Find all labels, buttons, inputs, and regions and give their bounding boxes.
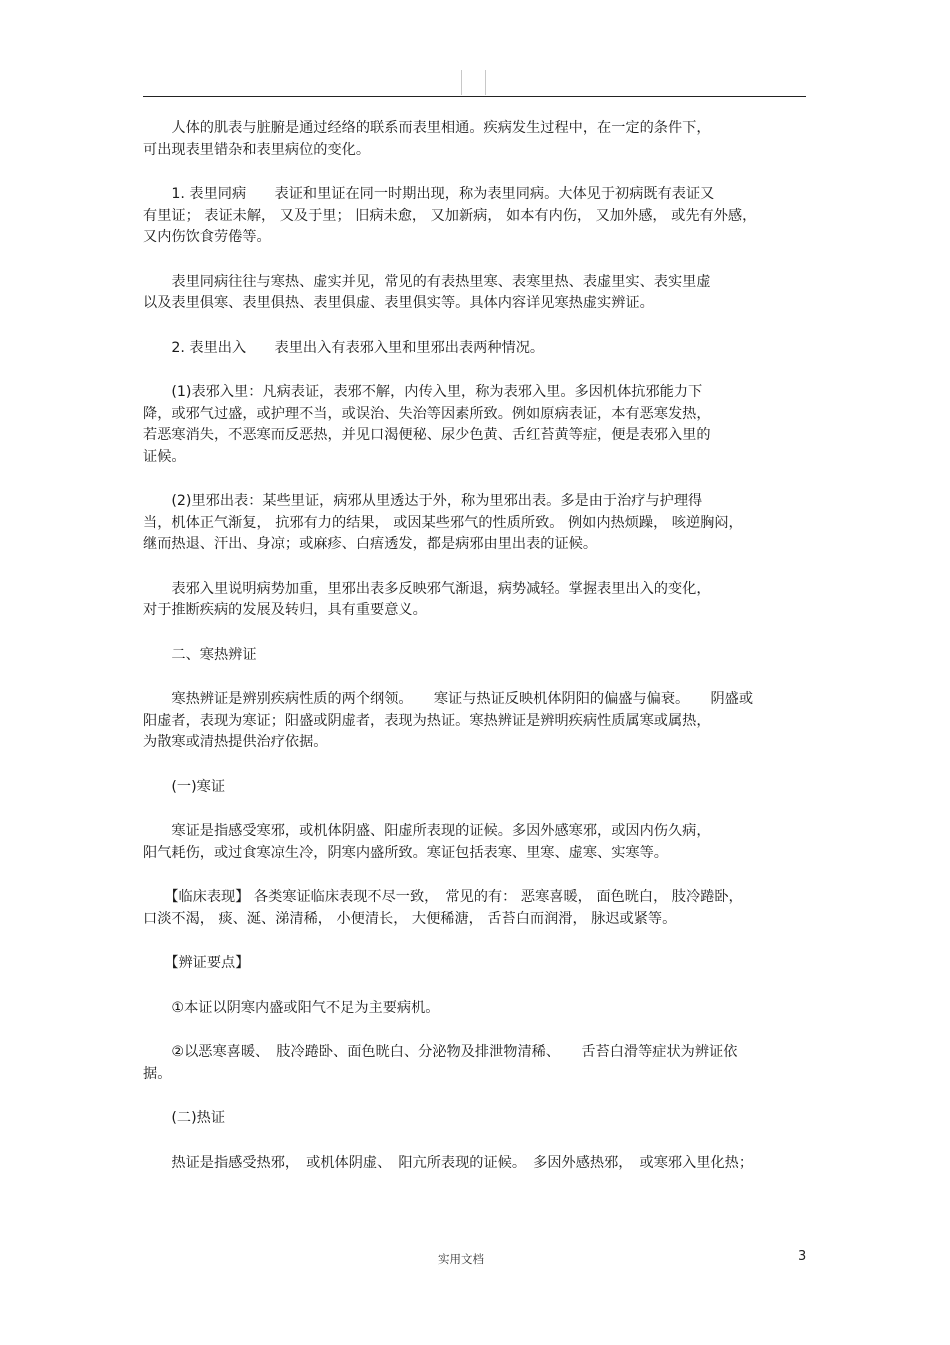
paragraph: [143, 1108, 808, 1130]
text-line: 口淡不渴， 痰、涎、涕清稀， 小便清长， 大便稀溏， 舌苔白而润滑， 脉迟或紧等。: [143, 910, 677, 927]
paragraph: [143, 338, 808, 360]
text-line: 2. 表里出入 表里出入有表邪入里和里邪出表两种情况。: [143, 339, 545, 356]
text-line: 为散寒或清热提供治疗依据。: [143, 734, 328, 750]
header-rule: [143, 96, 806, 97]
text-line: 热证是指感受热邪， 或机体阴虚、 阳亢所表现的证候。 多因外感热邪， 或寒邪入里化热；: [143, 1154, 754, 1171]
text-line: 阳虚者，表现为寒证；阳盛或阴虚者，表现为热证。寒热辨证是辨明疾病性质属寒或属热，: [143, 712, 711, 729]
paragraph: [143, 821, 808, 864]
text-line: 有里证； 表证未解， 又及于里； 旧病未愈， 又加新病， 如本有内伤， 又加外感， 或先有外感，: [143, 207, 757, 224]
paragraph: [143, 953, 808, 975]
paragraph: [143, 118, 808, 161]
text-line: 1. 表里同病 表证和里证在同一时期出现，称为表里同病。大体见于初病既有表证又: [143, 186, 715, 202]
text-line: 人体的肌表与脏腑是通过经络的联系而表里相通。疾病发生过程中，在一定的条件下，: [143, 120, 711, 136]
paragraph: [143, 491, 808, 556]
text-line: 据。: [143, 1065, 172, 1082]
paragraph: [143, 1153, 808, 1175]
text-line: 以及表里俱寒、表里俱热、表里俱虚、表里俱实等。具体内容详见寒热虚实辨证。: [143, 295, 654, 311]
text-line: 证候。: [143, 448, 186, 465]
paragraph: [143, 887, 808, 930]
text-line: 继而热退、汗出、身凉；或麻疹、白痦透发，都是病邪由里出表的证候。: [143, 536, 598, 552]
text-line: 若恶寒消失，不恶寒而反恶热，并见口渴便秘、尿少色黄、舌红苔黄等症，便是表邪入里的: [143, 427, 711, 443]
text-line: (一)寒证: [143, 778, 226, 795]
text-line: 可出现表里错杂和表里病位的变化。: [143, 141, 371, 158]
text-line: 表里同病往往与寒热、虚实并见，常见的有表热里寒、表寒里热、表虚里实、表实里虚: [143, 273, 711, 290]
document-body: [143, 118, 808, 1197]
text-line: 【临床表现】 各类寒证临床表现不尽一致， 常见的有： 恶寒喜暖， 面色晄白， 肢冷踡卧，: [143, 889, 743, 905]
paragraph: [143, 777, 808, 799]
text-line: 对于推断疾病的发展及转归，具有重要意义。: [143, 602, 427, 618]
header-marks: [461, 70, 487, 95]
header-mark-left: [461, 70, 462, 95]
text-line: (二)热证: [143, 1110, 226, 1126]
paragraph: [143, 998, 808, 1020]
paragraph: [143, 1042, 808, 1085]
text-line: 又内伤饮食劳倦等。: [143, 229, 271, 245]
text-line: 二、寒热辨证: [143, 646, 257, 663]
text-line: 寒热辨证是辨别疾病性质的两个纲领。 寒证与热证反映机体阴阳的偏盛与偏衰。 阴盛或: [143, 691, 754, 707]
footer-text: 实用文档: [438, 1252, 484, 1266]
text-line: ①本证以阴寒内盛或阳气不足为主要病机。: [143, 999, 440, 1016]
paragraph: [143, 272, 808, 315]
paragraph: [143, 579, 808, 622]
text-line: 【辨证要点】: [143, 955, 250, 971]
paragraph: [143, 382, 808, 468]
text-line: 阳气耗伤，或过食寒凉生冷，阴寒内盛所致。寒证包括表寒、里寒、虚寒、实寒等。: [143, 844, 668, 861]
text-line: 当，机体正气渐复， 抗邪有力的结果， 或因某些邪气的性质所致。 例如内热烦躁， 咳逆胸闷，: [143, 514, 743, 531]
paragraph: [143, 184, 808, 249]
paragraph: [143, 689, 808, 754]
text-line: 表邪入里说明病势加重，里邪出表多反映邪气渐退，病势减轻。掌握表里出入的变化，: [143, 580, 711, 597]
paragraph: [143, 645, 808, 667]
text-line: (1)表邪入里：凡病表证，表邪不解，内传入里，称为表邪入里。多因机体抗邪能力下: [143, 384, 703, 400]
text-line: (2)里邪出表：某些里证，病邪从里透达于外，称为里邪出表。多是由于治疗与护理得: [143, 493, 703, 509]
text-line: 寒证是指感受寒邪，或机体阴盛、阳虚所表现的证候。多因外感寒邪，或因内伤久病，: [143, 823, 711, 839]
text-line: ②以恶寒喜暖、 肢冷踡卧、面色晄白、分泌物及排泄物清稀、 舌苔白滑等症状为辨证依: [143, 1044, 738, 1060]
header-mark-right: [485, 70, 486, 95]
text-line: 降，或邪气过盛，或护理不当，或误治、失治等因素所致。例如原病表证，本有恶寒发热，: [143, 405, 711, 422]
page-number: 3: [798, 1249, 807, 1264]
